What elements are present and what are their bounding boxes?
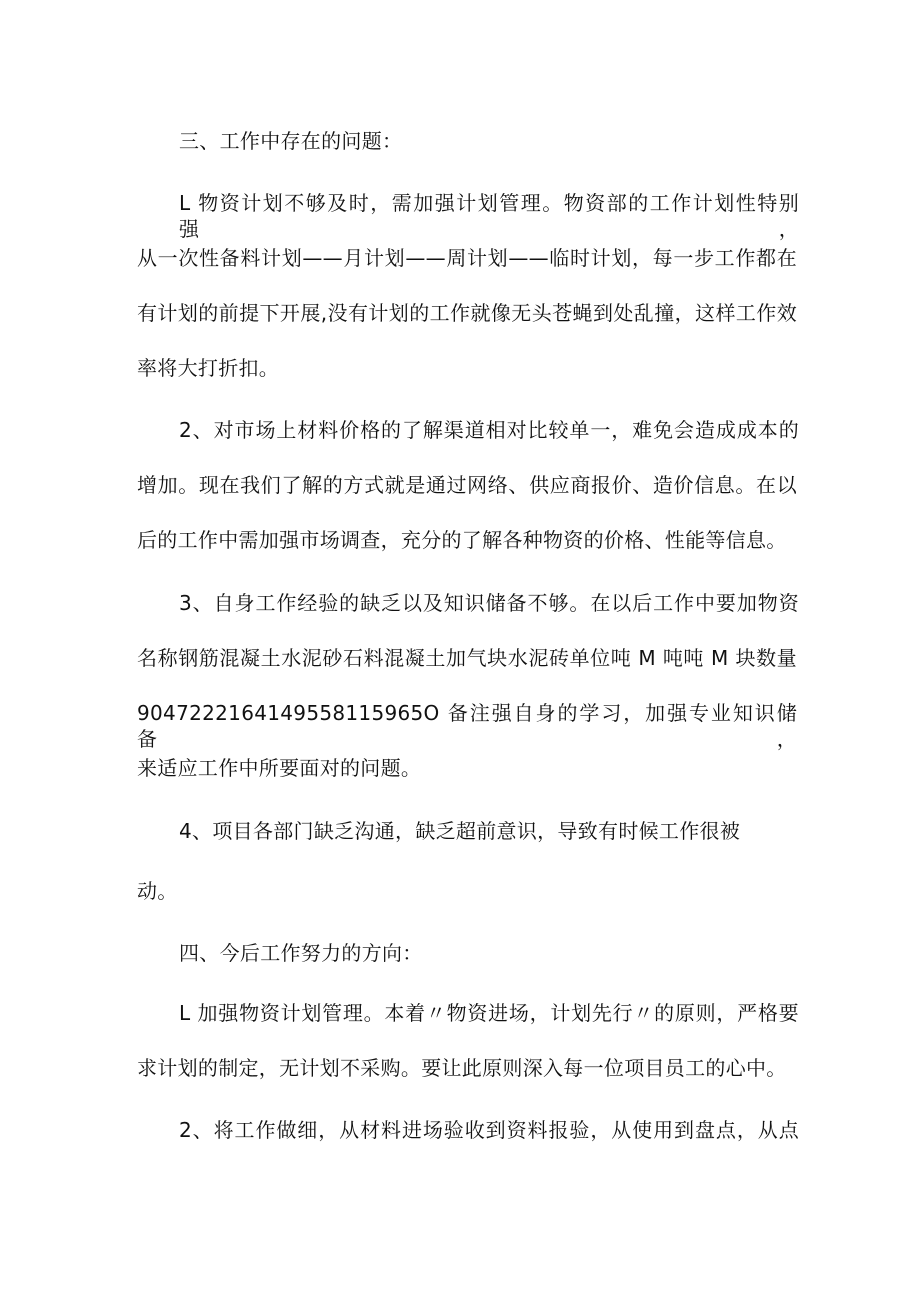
paragraph-1-line-4: 率将大打折扣。 bbox=[137, 356, 280, 380]
paragraph-5-line-2: 求计划的制定，无计划不采购。要让此原则深入每一位项目员工的心中。 bbox=[137, 1056, 787, 1080]
paragraph-6-line-1: 2、将工作做细，从材料进场验收到资料报验，从使用到盘点，从点 bbox=[179, 1118, 799, 1142]
paragraph-4-line-1: 4、项目各部门缺乏沟通，缺乏超前意识，导致有时候工作很被 bbox=[179, 819, 741, 843]
paragraph-3-line-1: 3、自身工作经验的缺乏以及知识储备不够。在以后工作中要加物资 bbox=[179, 591, 799, 615]
section-4-heading: 四、今后工作努力的方向： bbox=[179, 941, 423, 965]
paragraph-4-line-2: 动。 bbox=[137, 879, 178, 903]
paragraph-2-line-3: 后的工作中需加强市场调查，充分的了解各种物资的价格、性能等信息。 bbox=[137, 528, 787, 552]
paragraph-1-line-1: L 物资计划不够及时，需加强计划管理。物资部的工作计划性特别强， bbox=[179, 191, 799, 241]
paragraph-2-line-1: 2、对市场上材料价格的了解渠道相对比较单一，难免会造成成本的 bbox=[179, 418, 799, 442]
paragraph-3-line-3: 9047222164149558115965O 备注强自身的学习，加强专业知识储备， bbox=[137, 701, 797, 751]
paragraph-3-line-4: 来适应工作中所要面对的问题。 bbox=[137, 756, 422, 780]
paragraph-1-line-3: 有计划的前提下开展,没有计划的工作就像无头苍蝇到处乱撞，这样工作效 bbox=[137, 301, 797, 325]
paragraph-1-line-2: 从一次性备料计划——月计划——周计划——临时计划，每一步工作都在 bbox=[137, 246, 797, 270]
section-3-heading: 三、工作中存在的问题： bbox=[179, 129, 403, 153]
paragraph-3-line-2: 名称钢筋混凝土水泥砂石料混凝土加气块水泥砖单位吨 M 吨吨 M 块数量 bbox=[137, 646, 797, 670]
paragraph-5-line-1: L 加强物资计划管理。本着〃物资进场，计划先行〃的原则，严格要 bbox=[179, 1001, 799, 1025]
paragraph-2-line-2: 增加。现在我们了解的方式就是通过网络、供应商报价、造价信息。在以 bbox=[137, 473, 797, 497]
